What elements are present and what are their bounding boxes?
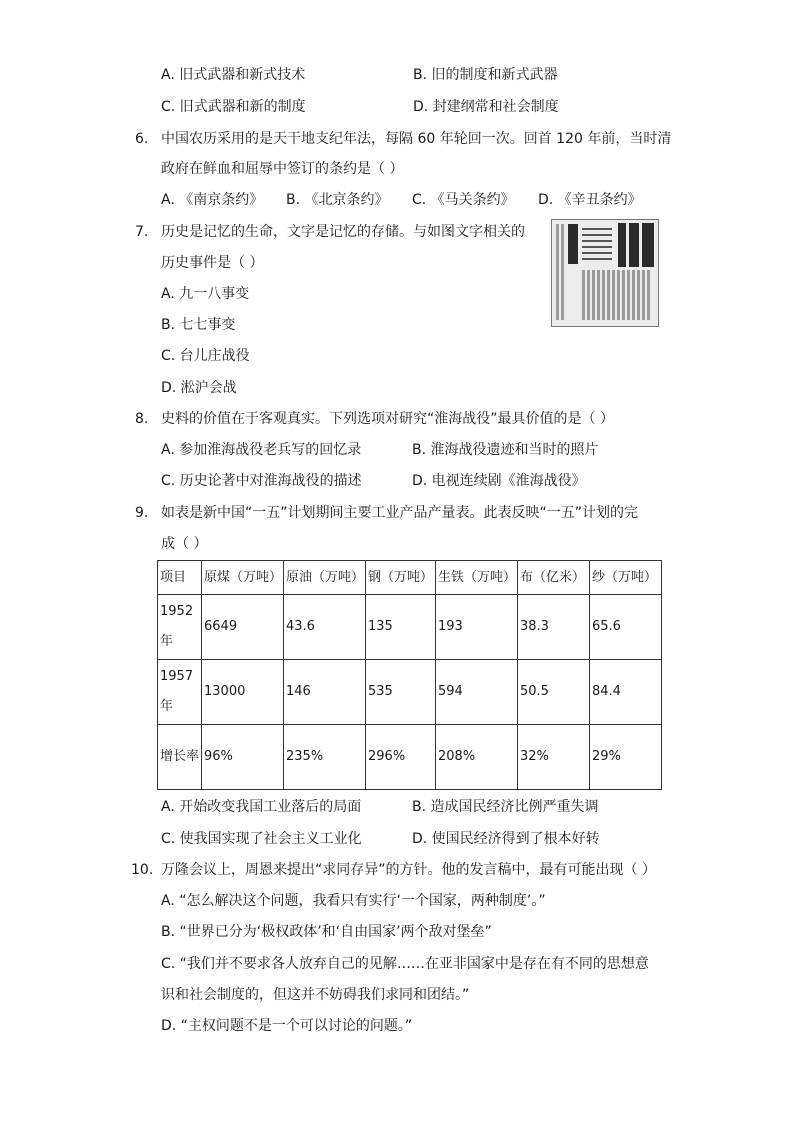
q10-number: 10. — [131, 862, 154, 878]
table-cell: 13000 — [202, 660, 284, 725]
q9-number: 9. — [135, 505, 149, 521]
q6-stem-line1: 中国农历采用的是天干地支纪年法，每隔 60 年轮回一次。回首 120 年前，当时清 — [161, 131, 672, 147]
table-cell: 6649 — [202, 595, 284, 660]
q10-option-c-line1: C. “我们并不要求各人放弃自己的见解……在亚非国家中是存在有不同的思想意 — [161, 956, 649, 972]
q7-number: 7. — [135, 224, 149, 240]
table-cell: 43.6 — [284, 595, 366, 660]
table-row — [158, 660, 662, 725]
table-header-row — [158, 561, 662, 595]
table-cell: 84.4 — [590, 660, 662, 725]
table-cell: 135 — [366, 595, 436, 660]
q10-option-a: A. “怎么解决这个问题，我看只有实行‘一个国家，两种制度’。” — [161, 893, 546, 909]
q6-number: 6. — [135, 131, 149, 147]
q8-option-d: D. 电视连续剧《淮海战役》 — [412, 473, 586, 489]
q10-option-c-line2: 识和社会制度的，但这并不妨碍我们求同和团结。” — [161, 987, 470, 1003]
table-cell: 32% — [518, 725, 590, 790]
q9-option-d: D. 使国民经济得到了根本好转 — [412, 831, 600, 847]
q8-stem-line1: 史料的价值在于客观真实。下列选项对研究“淮海战役”最具价值的是（ ） — [161, 411, 614, 427]
table-cell: 38.3 — [518, 595, 590, 660]
table-cell: 235% — [284, 725, 366, 790]
table-header-cell: 原煤（万吨） — [202, 561, 284, 595]
q7-stem-line2: 历史事件是（ ） — [161, 255, 264, 271]
q5-option-a: A. 旧式武器和新式技术 — [161, 67, 306, 83]
q8-option-b: B. 淮海战役遗迹和当时的照片 — [412, 442, 599, 458]
q7-option-a: A. 九一八事变 — [161, 286, 250, 302]
table-cell: 50.5 — [518, 660, 590, 725]
table-row-label: 1952年 — [158, 595, 202, 660]
table-cell: 208% — [436, 725, 518, 790]
table-header-cell: 项目 — [158, 561, 202, 595]
table-cell: 594 — [436, 660, 518, 725]
table-cell: 96% — [202, 725, 284, 790]
q8-option-a: A. 参加淮海战役老兵写的回忆录 — [161, 442, 362, 458]
q6-option-d: D. 《辛丑条约》 — [538, 192, 642, 208]
table-cell: 146 — [284, 660, 366, 725]
q9-stem-line2: 成（ ） — [161, 536, 208, 552]
table-cell: 296% — [366, 725, 436, 790]
q9-option-a: A. 开始改变我国工业落后的局面 — [161, 799, 362, 815]
table-header-cell: 原油（万吨） — [284, 561, 366, 595]
q10-stem-line1: 万隆会议上，周恩来提出“求同存异”的方针。他的发言稿中，最有可能出现（ ） — [161, 862, 656, 878]
q9-option-b: B. 造成国民经济比例严重失调 — [412, 799, 599, 815]
q5-option-d: D. 封建纲常和社会制度 — [413, 99, 559, 115]
table-cell: 193 — [436, 595, 518, 660]
q7-stem-line1: 历史是记忆的生命，文字是记忆的存储。与如图文字相关的 — [161, 224, 525, 240]
table-row-label: 增长率 — [158, 725, 202, 790]
q8-number: 8. — [135, 411, 149, 427]
q8-option-c: C. 历史论著中对淮海战役的描述 — [161, 473, 362, 489]
production-table — [157, 560, 662, 790]
q10-option-b: B. “世界已分为‘极权政体’和‘自由国家’两个敌对堡垒” — [161, 924, 492, 940]
table-header-cell: 钢（万吨） — [366, 561, 436, 595]
q9-stem-line1: 如表是新中国“一五”计划期间主要工业产品产量表。此表反映“一五”计划的完 — [161, 505, 639, 521]
table-row — [158, 595, 662, 660]
table-header-cell: 生铁（万吨） — [436, 561, 518, 595]
q5-option-b: B. 旧的制度和新式武器 — [413, 67, 558, 83]
table-cell: 29% — [590, 725, 662, 790]
q7-option-d: D. 淞沪会战 — [161, 380, 237, 396]
table-row — [158, 725, 662, 790]
q5-option-c: C. 旧式武器和新的制度 — [161, 99, 306, 115]
newspaper-image-icon — [552, 220, 658, 326]
table-header-cell: 纱（万吨） — [590, 561, 662, 595]
q7-option-c: C. 台儿庄战役 — [161, 348, 250, 364]
table-cell: 535 — [366, 660, 436, 725]
q9-option-c: C. 使我国实现了社会主义工业化 — [161, 831, 362, 847]
q7-option-b: B. 七七事变 — [161, 317, 236, 333]
table-header-cell: 布（亿米） — [518, 561, 590, 595]
q6-option-b: B. 《北京条约》 — [286, 192, 389, 208]
q6-stem-line2: 政府在鲜血和屈辱中签订的条约是（ ） — [161, 161, 404, 177]
q6-option-c: C. 《马关条约》 — [412, 192, 515, 208]
table-row-label: 1957年 — [158, 660, 202, 725]
table-cell: 65.6 — [590, 595, 662, 660]
q6-option-a: A. 《南京条约》 — [161, 192, 264, 208]
q10-option-d: D. “主权问题不是一个可以讨论的问题。” — [161, 1018, 413, 1034]
newspaper-photo — [551, 219, 659, 327]
